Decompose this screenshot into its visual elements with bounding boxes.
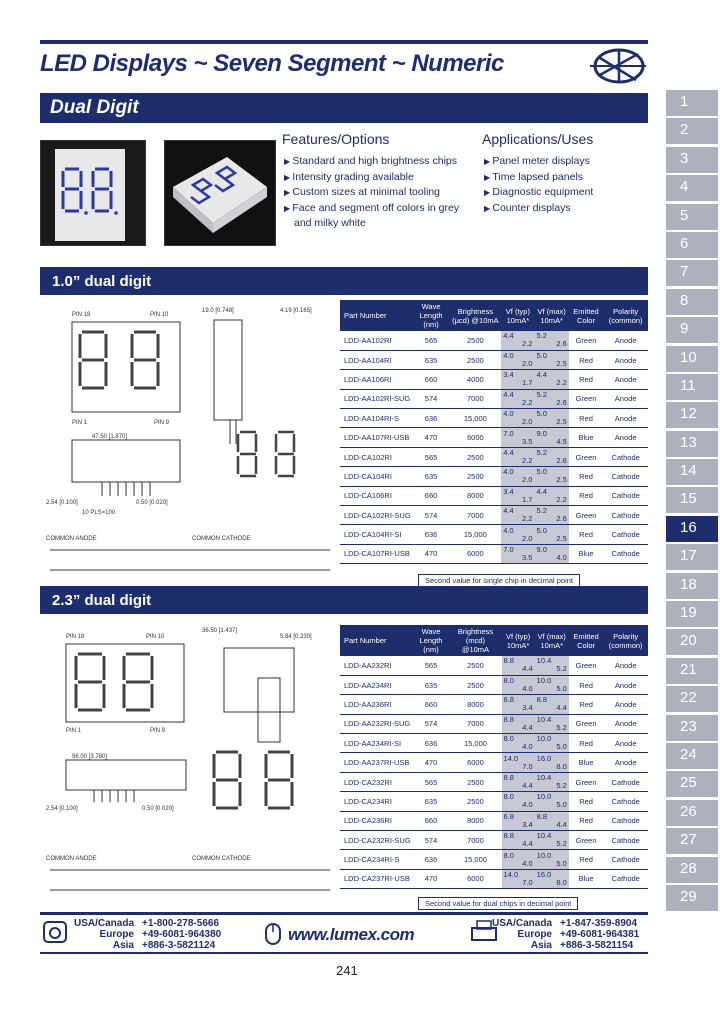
- table-cell: Green: [569, 714, 603, 733]
- table-cell: LDD-AA232RI-SUG: [340, 714, 413, 733]
- table-row: [340, 656, 648, 675]
- table-cell: Red: [569, 525, 604, 544]
- table-cell: Green: [569, 506, 604, 525]
- tab-25[interactable]: 25: [666, 771, 718, 797]
- website-link[interactable]: www.lumex.com: [288, 925, 415, 944]
- table-cell: Red: [569, 409, 604, 428]
- table-cell-vf: 3.4 1.7: [503, 370, 533, 388]
- table-cell: Anode: [603, 370, 648, 389]
- table-cell: Cathode: [603, 792, 648, 811]
- table-cell: 636: [413, 734, 450, 753]
- table-cell: LDD-CA237RI-USB: [340, 869, 413, 888]
- table-cell: LDD-CA104RI: [340, 467, 413, 486]
- table-cell-vf: 8.8 4.4: [536, 811, 567, 829]
- table-row: [340, 831, 648, 850]
- table-cell-vf: 4.4 2.2: [503, 448, 533, 466]
- table-cell-vf: 10.0 5.0: [536, 734, 567, 752]
- tab-24[interactable]: 24: [666, 743, 718, 769]
- table-cell: Anode: [603, 409, 648, 428]
- table-cell: Red: [569, 370, 604, 389]
- tab-10[interactable]: 10: [666, 346, 718, 372]
- table-cell-vf: 10.0 5.0: [536, 792, 567, 810]
- table-cell: Anode: [603, 350, 648, 369]
- tab-6[interactable]: 6: [666, 232, 718, 258]
- table-cell-vf: 16.0 8.0: [536, 753, 567, 771]
- svg-text:PIN 9: PIN 9: [154, 420, 170, 426]
- table-cell-vf: 8.8 4.4: [503, 773, 533, 791]
- table-cell: 636: [413, 850, 450, 869]
- table-cell: LDD-AA234RI-SI: [340, 734, 413, 753]
- svg-text:47.50 [1.870]: 47.50 [1.870]: [92, 434, 128, 440]
- table-row: [340, 695, 648, 714]
- table-cell: 635: [413, 792, 450, 811]
- table-cell-vf: 16.0 8.0: [536, 869, 567, 887]
- table-cell: Green: [569, 831, 603, 850]
- tab-3[interactable]: 3: [666, 147, 718, 173]
- table-cell-vf: 8.0 4.0: [503, 734, 533, 752]
- table-cell-vf: 7.0 3.5: [503, 544, 533, 562]
- table-cell: 636: [413, 525, 450, 544]
- table-cell-vf: 5.0 2.5: [536, 467, 567, 485]
- table-cell: 660: [413, 811, 450, 830]
- table-cell: 574: [413, 506, 450, 525]
- tab-20[interactable]: 20: [666, 629, 718, 655]
- table-cell: Anode: [603, 734, 648, 753]
- tab-18[interactable]: 18: [666, 573, 718, 599]
- table-cell: Cathode: [603, 525, 648, 544]
- table-cell: 2500: [449, 675, 501, 694]
- table-cell-vf: 5.2 2.6: [536, 331, 567, 349]
- table-cell: 15,000: [449, 409, 501, 428]
- table-cell: 565: [413, 331, 450, 350]
- list-item: ▶ Counter displays: [484, 201, 593, 217]
- table-row: [340, 350, 648, 369]
- tab-2[interactable]: 2: [666, 118, 718, 144]
- table-cell: LDD-CA232RI: [340, 772, 413, 791]
- table-cell: LDD-CA102RI: [340, 447, 413, 466]
- table-cell-vf: 6.8 3.4: [503, 695, 533, 713]
- product-photo-angled: [164, 140, 276, 246]
- table-cell: 470: [413, 869, 450, 888]
- table-cell: 636: [413, 409, 450, 428]
- table-cell: Anode: [603, 675, 648, 694]
- table-cell-vf: 9.0 4.5: [536, 428, 567, 446]
- table-cell-vf: 4.0 2.0: [503, 351, 533, 369]
- table-cell: Cathode: [603, 447, 648, 466]
- table-cell-vf: 4.0 2.0: [503, 525, 533, 543]
- table-cell: LDD-AA236RI: [340, 695, 413, 714]
- table-cell: LDD-CA106RI: [340, 486, 413, 505]
- table-cell: Blue: [569, 753, 603, 772]
- svg-text:PIN 18: PIN 18: [72, 312, 91, 318]
- table-cell: Cathode: [603, 850, 648, 869]
- table-cell: LDD-AA107RI-USB: [340, 428, 413, 447]
- table-cell: 635: [413, 467, 450, 486]
- svg-text:19.0 [0.748]: 19.0 [0.748]: [202, 308, 234, 314]
- table-cell: Red: [569, 734, 603, 753]
- table-cell-vf: 8.0 4.0: [503, 676, 533, 694]
- tab-29[interactable]: 29: [666, 885, 718, 911]
- tab-4[interactable]: 4: [666, 175, 718, 201]
- svg-text:2.54 [0.100]: 2.54 [0.100]: [46, 806, 78, 812]
- svg-text:COMMON CATHODE: COMMON CATHODE: [192, 536, 251, 542]
- svg-text:4.19 [0.165]: 4.19 [0.165]: [280, 308, 312, 314]
- table-cell: Blue: [569, 544, 604, 563]
- svg-text:PIN 1: PIN 1: [66, 728, 82, 734]
- svg-text:PIN 9: PIN 9: [150, 728, 166, 734]
- section-banner-1-0-inch: 1.0” dual digit: [40, 267, 648, 295]
- table-cell: 6000: [449, 869, 501, 888]
- table-row: [340, 389, 648, 408]
- list-item: ▶ Custom sizes at minimal tooling: [284, 185, 459, 201]
- table-cell-vf: 5.2 2.6: [536, 448, 567, 466]
- table-cell: LDD-AA106RI: [340, 370, 413, 389]
- list-item: ▶ Panel meter displays: [484, 154, 593, 170]
- table-cell: 7000: [449, 506, 501, 525]
- table-cell: Cathode: [603, 831, 648, 850]
- table-cell-vf: 5.2 2.6: [536, 506, 567, 524]
- table-row: [340, 675, 648, 694]
- list-item: ▶ Diagnostic equipment: [484, 185, 593, 201]
- svg-text:PIN 1: PIN 1: [72, 420, 88, 426]
- column-header: Emitted Color: [569, 300, 604, 331]
- table-cell-vf: 8.8 4.4: [503, 831, 533, 849]
- tab-22[interactable]: 22: [666, 686, 718, 712]
- table-cell: LDD-AA104RI-S: [340, 409, 413, 428]
- svg-text:10 PLS=100: 10 PLS=100: [82, 510, 116, 516]
- table-cell: Red: [569, 350, 604, 369]
- svg-text:5.84 [0.230]: 5.84 [0.230]: [280, 634, 312, 640]
- table-row: [340, 792, 648, 811]
- table-cell: 15,000: [449, 850, 501, 869]
- table-cell: 470: [413, 428, 450, 447]
- table-cell-vf: 4.0 2.0: [503, 467, 533, 485]
- table-cell-vf: 8.0 4.0: [503, 850, 533, 868]
- tab-1[interactable]: 1: [666, 90, 718, 116]
- table-cell: Anode: [603, 428, 648, 447]
- table-row: [340, 850, 648, 869]
- svg-text:PIN 10: PIN 10: [146, 634, 165, 640]
- applications-list: [484, 154, 593, 216]
- table-cell: 565: [413, 772, 450, 791]
- table-row: [340, 447, 648, 466]
- table-cell: 2500: [449, 656, 501, 675]
- column-header: Emitted Color: [569, 625, 603, 656]
- table-cell: 2500: [449, 467, 501, 486]
- table-cell-vf: 4.4 2.2: [503, 331, 533, 349]
- table-cell: 635: [413, 350, 450, 369]
- footer-rule: [40, 912, 648, 915]
- table-cell: 574: [413, 714, 450, 733]
- table-cell: LDD-AA232RI: [340, 656, 413, 675]
- table-cell: 660: [413, 370, 450, 389]
- table-cell-vf: 10.0 5.0: [536, 676, 567, 694]
- tab-5[interactable]: 5: [666, 204, 718, 230]
- table-cell: 4000: [449, 370, 501, 389]
- column-header: Vf (max) 10mA*: [534, 300, 568, 331]
- list-item: ▶ Standard and high brightness chips: [284, 154, 459, 170]
- svg-text:COMMON ANODE: COMMON ANODE: [46, 856, 97, 862]
- contact-fax: USA/Canada +1-847-359-8904 Europe +49-6081-964381 Asia +886-3-5821154: [491, 918, 640, 951]
- table-cell: 660: [413, 486, 450, 505]
- table-cell: Green: [569, 656, 603, 675]
- table-cell-vf: 5.0 2.5: [536, 409, 567, 427]
- tab-23[interactable]: 23: [666, 715, 718, 741]
- column-header: Part Number: [340, 300, 413, 331]
- chapter-tabs: [666, 90, 718, 913]
- table-cell: Red: [569, 811, 603, 830]
- svg-text:COMMON ANODE: COMMON ANODE: [46, 536, 97, 542]
- table-cell: 2500: [449, 792, 501, 811]
- table-cell: LDD-CA234RI-S: [340, 850, 413, 869]
- table-cell: 7000: [449, 714, 501, 733]
- table-row: [340, 525, 648, 544]
- table-cell: Red: [569, 695, 603, 714]
- table-cell: LDD-CA232RI-SUG: [340, 831, 413, 850]
- table-note-1-0-inch: Second value for single chip in decimal point: [418, 574, 580, 587]
- table-cell: 2500: [449, 350, 501, 369]
- table-cell-vf: 5.0 2.5: [536, 351, 567, 369]
- table-cell: Anode: [603, 656, 648, 675]
- table-row: [340, 486, 648, 505]
- table-cell: LDD-AA104RI: [340, 350, 413, 369]
- table-cell-vf: 4.4 2.2: [503, 506, 533, 524]
- table-cell: Green: [569, 389, 604, 408]
- tab-16[interactable]: 16: [666, 516, 718, 542]
- table-cell: 470: [413, 753, 450, 772]
- table-cell: Anode: [603, 389, 648, 408]
- tab-9[interactable]: 9: [666, 317, 718, 343]
- table-cell-vf: 10.4 5.2: [536, 714, 567, 732]
- telephone-icon: [42, 918, 68, 946]
- svg-text:0.50 [0.020]: 0.50 [0.020]: [136, 500, 168, 506]
- svg-text:PIN 18: PIN 18: [66, 634, 85, 640]
- top-rule: [40, 40, 648, 44]
- tab-12[interactable]: 12: [666, 402, 718, 428]
- table-cell: Red: [569, 467, 604, 486]
- table-cell: 15,000: [449, 525, 501, 544]
- table-cell: 565: [413, 656, 450, 675]
- table-cell: Red: [569, 792, 603, 811]
- column-header: Polarity (common): [603, 300, 648, 331]
- table-cell: Cathode: [603, 772, 648, 791]
- table-cell: 8000: [449, 695, 501, 714]
- list-item: and milky white: [294, 217, 366, 229]
- table-cell-vf: 10.4 5.2: [536, 656, 567, 674]
- spec-table-1-0-inch: [340, 300, 648, 564]
- table-cell: Anode: [603, 695, 648, 714]
- page-number: 241: [336, 963, 358, 978]
- table-row: [340, 409, 648, 428]
- tab-27[interactable]: 27: [666, 828, 718, 854]
- table-cell: Cathode: [603, 506, 648, 525]
- table-cell: Blue: [569, 869, 603, 888]
- table-cell-vf: 4.4 2.2: [503, 389, 533, 407]
- table-cell: LDD-CA234RI: [340, 792, 413, 811]
- features-title: Features/Options: [282, 131, 390, 147]
- table-cell-vf: 4.4 2.2: [536, 370, 567, 388]
- tab-28[interactable]: 28: [666, 857, 718, 883]
- table-cell: LDD-AA102RI-SUG: [340, 389, 413, 408]
- table-cell: Green: [569, 772, 603, 791]
- table-cell: 6000: [449, 428, 501, 447]
- page-title: LED Displays ~ Seven Segment ~ Numeric: [40, 50, 504, 77]
- product-photo-front: [40, 140, 146, 246]
- table-cell: LDD-CA236RI: [340, 811, 413, 830]
- table-cell: 660: [413, 695, 450, 714]
- section-banner-dual-digit: Dual Digit: [40, 93, 648, 123]
- tab-11[interactable]: 11: [666, 374, 718, 400]
- table-cell: LDD-CA104RI-SI: [340, 525, 413, 544]
- table-row: [340, 714, 648, 733]
- table-row: [340, 734, 648, 753]
- table-cell: LDD-CA102RI-SUG: [340, 506, 413, 525]
- tab-8[interactable]: 8: [666, 289, 718, 315]
- table-cell: 2500: [449, 772, 501, 791]
- contact-phone: USA/Canada +1-800-278-5666 Europe +49-6081-964380 Asia +886-3-5821124: [73, 918, 222, 951]
- table-cell: Anode: [603, 331, 648, 350]
- column-header: Vf (max) 10mA*: [535, 625, 569, 656]
- table-cell: Cathode: [603, 486, 648, 505]
- table-cell: Anode: [603, 714, 648, 733]
- table-row: [340, 772, 648, 791]
- table-cell-vf: 5.0 2.5: [536, 525, 567, 543]
- table-cell: 7000: [449, 831, 501, 850]
- table-cell: Blue: [569, 428, 604, 447]
- table-cell-vf: 7.0 3.5: [503, 428, 533, 446]
- tab-21[interactable]: 21: [666, 658, 718, 684]
- table-cell: 8000: [449, 811, 501, 830]
- table-cell: LDD-AA102RI: [340, 331, 413, 350]
- table-cell-vf: 5.2 2.6: [536, 389, 567, 407]
- table-cell: 2500: [449, 331, 501, 350]
- svg-text:PIN 10: PIN 10: [150, 312, 169, 318]
- table-cell: 565: [413, 447, 450, 466]
- table-cell: Cathode: [603, 544, 648, 563]
- table-row: [340, 467, 648, 486]
- tab-15[interactable]: 15: [666, 487, 718, 513]
- table-cell-vf: 4.4 2.2: [536, 486, 567, 504]
- tab-13[interactable]: 13: [666, 431, 718, 457]
- svg-text:2.54 [0.100]: 2.54 [0.100]: [46, 500, 78, 506]
- list-item: ▶ Time lapsed panels: [484, 170, 593, 186]
- table-cell: Cathode: [603, 869, 648, 888]
- mouse-icon: [262, 920, 284, 948]
- svg-text:96.00 [3.780]: 96.00 [3.780]: [72, 754, 108, 760]
- table-cell: Red: [569, 850, 603, 869]
- column-header: Brightness (μcd) @10mA: [449, 300, 501, 331]
- table-cell-vf: 6.8 3.4: [503, 811, 533, 829]
- column-header: Polarity (common): [603, 625, 648, 656]
- table-row: [340, 370, 648, 389]
- table-cell-vf: 8.0 4.0: [503, 792, 533, 810]
- table-row: [340, 811, 648, 830]
- spec-table-2-3-inch: [340, 625, 648, 889]
- table-cell-vf: 8.8 4.4: [536, 695, 567, 713]
- table-cell: 15,000: [449, 734, 501, 753]
- table-row: [340, 506, 648, 525]
- table-cell: 2500: [449, 447, 501, 466]
- table-cell: Cathode: [603, 467, 648, 486]
- table-cell-vf: 4.0 2.0: [503, 409, 533, 427]
- dimension-drawing-2-3-inch: [42, 620, 336, 910]
- svg-text:36.50 [1.437]: 36.50 [1.437]: [202, 628, 238, 634]
- footer-rule-bottom: [40, 952, 648, 954]
- column-header: Part Number: [340, 625, 413, 656]
- table-cell: LDD-AA234RI: [340, 675, 413, 694]
- column-header: Wave Length (nm): [413, 300, 450, 331]
- table-row: [340, 428, 648, 447]
- table-cell-vf: 9.0 4.0: [536, 544, 567, 562]
- table-cell-vf: 8.8 4.4: [503, 714, 533, 732]
- list-item: ▶ Face and segment off colors in grey: [284, 201, 459, 217]
- table-cell-vf: 14.0 7.0: [503, 869, 533, 887]
- table-row: [340, 331, 648, 350]
- table-cell: LDD-AA237RI-USB: [340, 753, 413, 772]
- globe-logo-icon: [586, 46, 648, 86]
- table-cell: Red: [569, 486, 604, 505]
- column-header: Vf (typ) 10mA*: [501, 300, 534, 331]
- tab-17[interactable]: 17: [666, 544, 718, 570]
- table-cell: 8000: [449, 486, 501, 505]
- section-banner-2-3-inch: 2.3” dual digit: [40, 586, 648, 614]
- column-header: Wave Length (nm): [413, 625, 450, 656]
- tab-14[interactable]: 14: [666, 459, 718, 485]
- features-list: [284, 154, 459, 232]
- table-cell: LDD-CA107RI-USB: [340, 544, 413, 563]
- tab-7[interactable]: 7: [666, 260, 718, 286]
- list-item: ▶ Intensity grading available: [284, 170, 459, 186]
- table-note-2-3-inch: Second value for dual chips in decimal point: [418, 897, 578, 910]
- svg-text:COMMON CATHODE: COMMON CATHODE: [192, 856, 251, 862]
- tab-26[interactable]: 26: [666, 800, 718, 826]
- column-header: Brightness (mcd) @10mA: [449, 625, 501, 656]
- tab-19[interactable]: 19: [666, 601, 718, 627]
- table-row: [340, 544, 648, 563]
- table-cell-vf: 14.0 7.0: [503, 753, 533, 771]
- table-cell: 7000: [449, 389, 501, 408]
- table-cell: Cathode: [603, 811, 648, 830]
- table-cell-vf: 10.4 5.2: [536, 831, 567, 849]
- table-cell: 574: [413, 831, 450, 850]
- table-cell: 6000: [449, 544, 501, 563]
- table-cell: 470: [413, 544, 450, 563]
- table-row: [340, 753, 648, 772]
- table-row: [340, 869, 648, 888]
- table-cell-vf: 3.4 1.7: [503, 486, 533, 504]
- dimension-drawing-1-0-inch: [42, 300, 336, 590]
- column-header: Vf (typ) 10mA*: [502, 625, 535, 656]
- table-cell-vf: 8.8 4.4: [503, 656, 533, 674]
- table-cell-vf: 10.4 5.2: [536, 773, 567, 791]
- applications-title: Applications/Uses: [482, 131, 594, 147]
- table-cell: Green: [569, 331, 604, 350]
- table-cell: 6000: [449, 753, 501, 772]
- table-cell-vf: 10.0 5.0: [536, 850, 567, 868]
- table-cell: 635: [413, 675, 450, 694]
- table-cell: Anode: [603, 753, 648, 772]
- table-cell: 574: [413, 389, 450, 408]
- svg-text:0.50 [0.020]: 0.50 [0.020]: [142, 806, 174, 812]
- table-cell: Red: [569, 675, 603, 694]
- table-cell: Green: [569, 447, 604, 466]
